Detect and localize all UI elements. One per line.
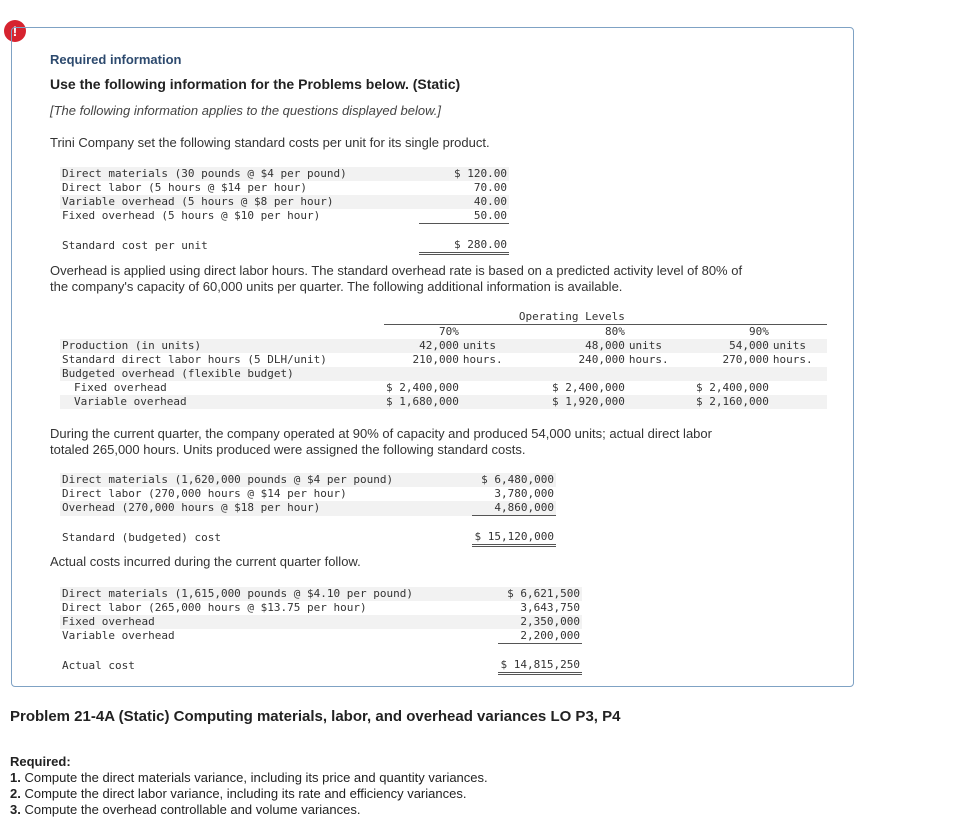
cost-label: Overhead (270,000 hours @ $18 per hour) [60, 501, 472, 516]
required-item: 3. Compute the overhead controllable and volume variances. [10, 802, 361, 817]
standard-assigned-cost-table [60, 473, 556, 547]
cell-value: 210,000 [412, 353, 459, 366]
cell-value: $ 2,400,000 [386, 381, 459, 394]
cost-value: 40.00 [419, 195, 509, 209]
cell-value: $ 1,920,000 [517, 395, 627, 409]
unit-label: units [771, 339, 827, 353]
overhead-paragraph-line-1: Overhead is applied using direct labor hours. The standard overhead rate is based on a predicted activity level of 80% of [50, 263, 743, 278]
row-label: Variable overhead [60, 395, 384, 409]
unit-label: units [461, 339, 517, 353]
cell-value: $ 2,400,000 [695, 381, 769, 394]
table-row [60, 601, 582, 615]
current-quarter-paragraph-line-1: During the current quarter, the company operated at 90% of capacity and produced 54,000 units; actual direct labor [50, 426, 712, 441]
table-row [60, 381, 827, 395]
cell-value: 54,000 [683, 339, 771, 353]
cell-value: 48,000 [517, 339, 627, 353]
table-row [60, 353, 827, 367]
unit-label: hours. [772, 353, 813, 366]
cost-label: Variable overhead (5 hours @ $8 per hour) [60, 195, 419, 209]
table-row [60, 209, 509, 224]
cell-value: $ 2,400,000 [551, 381, 625, 394]
operating-levels-table [60, 310, 827, 409]
cost-value: $ 6,621,500 [498, 587, 582, 601]
cell-value: $ 2,160,000 [683, 395, 771, 409]
table-row [60, 325, 827, 340]
unit-label: units [627, 339, 683, 353]
actual-costs-intro: Actual costs incurred during the current quarter follow. [50, 554, 361, 569]
required-item: 1. Compute the direct materials variance, including its price and quantity variances. [10, 770, 488, 785]
cost-label: Direct materials (30 pounds @ $4 per pound) [60, 167, 419, 181]
row-label: Standard direct labor hours (5 DLH/unit) [62, 353, 327, 366]
table-row [60, 629, 582, 644]
cost-total: $ 15,120,000 [472, 530, 556, 546]
required-item: 2. Compute the direct labor variance, including its rate and efficiency variances. [10, 786, 467, 801]
table-row [60, 615, 582, 629]
row-label: Fixed overhead [74, 381, 167, 394]
current-quarter-paragraph-line-2: totaled 265,000 hours. Units produced were assigned the following standard costs. [50, 442, 526, 457]
required-information-label: Required information [50, 52, 182, 67]
row-label: Budgeted overhead (flexible budget) [60, 367, 384, 381]
cost-value: 4,860,000 [472, 501, 556, 516]
problem-title: Problem 21-4A (Static) Computing materials, labor, and overhead variances LO P3, P4 [10, 708, 621, 725]
table-row [60, 501, 556, 516]
required-information-box [11, 27, 854, 687]
cost-label: Fixed overhead (5 hours @ $10 per hour) [62, 209, 321, 223]
table-row [60, 658, 582, 674]
cost-value: 50.00 [419, 209, 509, 224]
table-row [60, 587, 582, 601]
cost-value: 70.00 [473, 181, 507, 194]
unit-label: hours. [628, 353, 669, 366]
actual-cost-table [60, 587, 582, 675]
cell-value: $ 1,680,000 [386, 395, 459, 408]
cost-label: Direct labor (270,000 hours @ $14 per hour) [62, 487, 347, 500]
info-title: Use the following information for the Problems below. (Static) [50, 76, 461, 92]
cost-value: 3,780,000 [494, 487, 554, 500]
level-header: 80% [517, 325, 627, 340]
level-header: 90% [683, 325, 771, 340]
required-heading: Required: [10, 754, 71, 769]
table-row [60, 367, 827, 381]
operating-levels-header: Operating Levels [518, 310, 625, 323]
cost-label: Direct materials (1,620,000 pounds @ $4 per pound) [60, 473, 472, 487]
cost-value: 2,350,000 [498, 615, 582, 629]
table-row [60, 195, 509, 209]
cell-value: 42,000 [384, 339, 461, 353]
cost-value: $ 6,480,000 [472, 473, 556, 487]
cost-label: Direct materials (1,615,000 pounds @ $4.10 per pound) [60, 587, 498, 601]
cost-label: Direct labor (265,000 hours @ $13.75 per hour) [62, 601, 367, 614]
cost-label: Standard (budgeted) cost [62, 530, 221, 544]
table-row [60, 181, 509, 195]
row-label: Production (in units) [60, 339, 384, 353]
alert-icon: ! [4, 20, 26, 42]
cost-label: Variable overhead [62, 629, 175, 643]
cell-value: 270,000 [722, 353, 769, 366]
cost-value: 2,200,000 [498, 629, 582, 644]
cost-value: 3,643,750 [520, 601, 580, 614]
cost-total: $ 14,815,250 [498, 658, 582, 674]
table-row [60, 530, 556, 546]
table-row [60, 395, 827, 409]
table-row [60, 473, 556, 487]
intro-paragraph: Trini Company set the following standard costs per unit for its single product. [50, 135, 490, 150]
overhead-paragraph-line-2: the company's capacity of 60,000 units per quarter. The following additional information is available. [50, 279, 623, 294]
cost-label: Standard cost per unit [62, 238, 208, 252]
cost-label: Fixed overhead [60, 615, 498, 629]
table-row [60, 487, 556, 501]
level-header: 70% [384, 325, 461, 340]
table-row [60, 167, 509, 181]
table-row [60, 310, 827, 325]
info-note: [The following information applies to the questions displayed below.] [50, 103, 441, 118]
cost-value: $ 120.00 [419, 167, 509, 181]
unit-label: hours. [462, 353, 503, 366]
cost-total: $ 280.00 [419, 238, 509, 254]
cost-label: Actual cost [62, 658, 135, 672]
cost-label: Direct labor (5 hours @ $14 per hour) [62, 181, 308, 194]
standard-cost-table [60, 167, 509, 255]
table-row [60, 339, 827, 353]
cell-value: 240,000 [578, 353, 625, 366]
table-row [60, 238, 509, 254]
